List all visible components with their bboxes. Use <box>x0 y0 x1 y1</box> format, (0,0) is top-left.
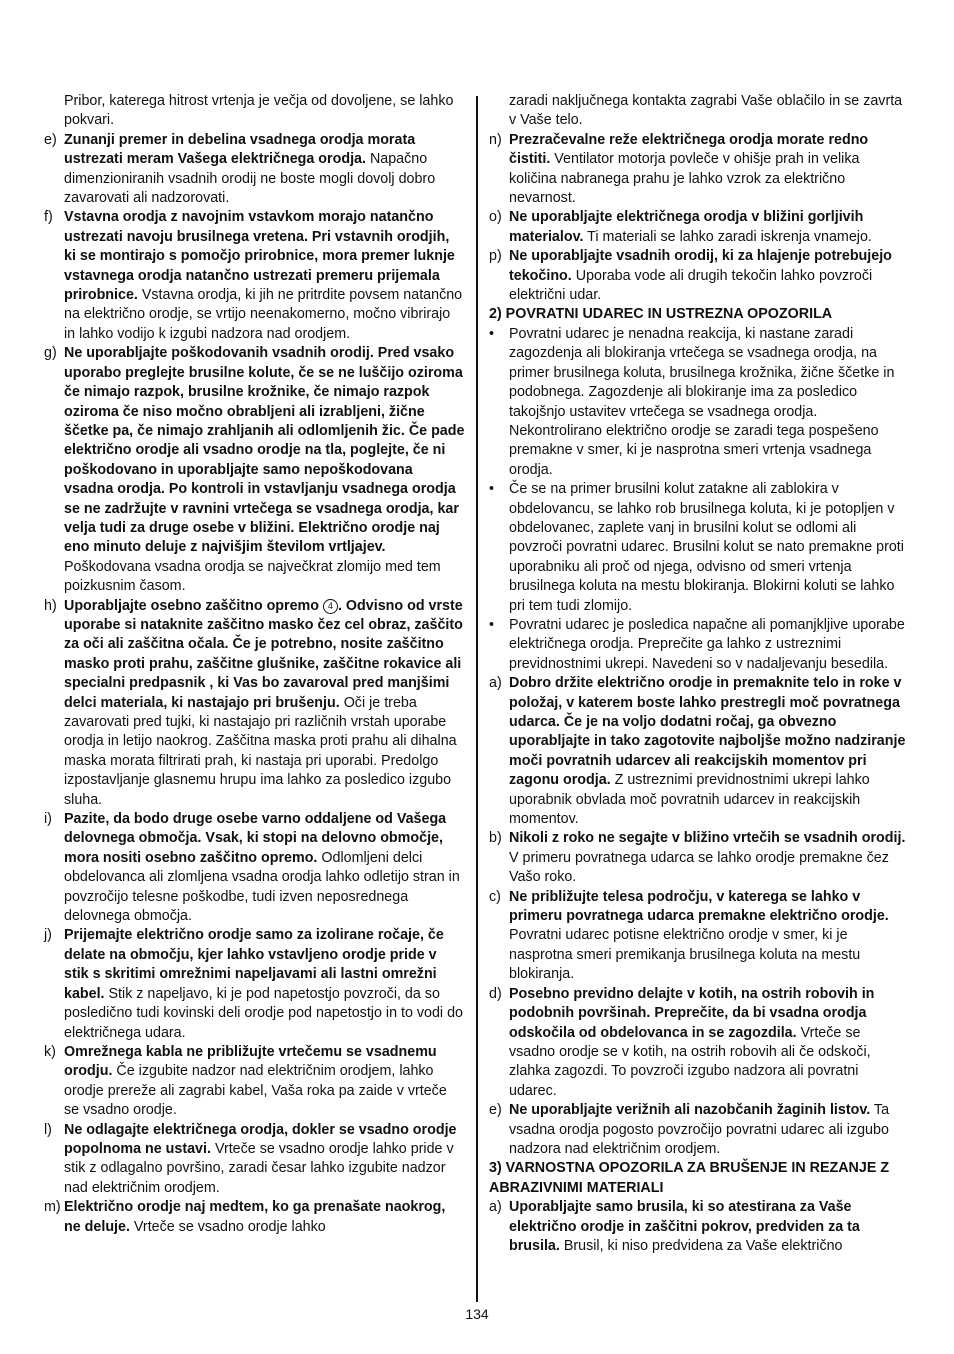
rule-l: l) Ne odlagajte električnega orodja, dokler se vsadno orodje popolnoma ne ustavi. Vrteče se vsadno orodje lahko pride v stik z odlagalno površino, zaradi česar lahko izgubite nadzor nad električnim orodjem. <box>44 1121 457 1196</box>
section-heading-kickback: 2) POVRATNI UDAREC IN USTREZNA OPOZORILA <box>489 306 833 323</box>
bullet-item: • Če se na primer brusilni kolut zatakne ali zablokira v obdelovancu, se lahko rob brusilnega koluta, ki je potopljen v obdelovanec, zaplete vanj in brusilni kolut se odlomi ali povzroči povratni udarec. Brusilni kolut se nato premakne proti uporabniku ali proč od njega, odvisno od smeri vrtenja brusilnega koluta na mestu blokiranja. Blokirni koluti se lahko pri tem tudi zlomijo. <box>489 481 904 614</box>
figure-reference-4: 4 <box>323 599 338 614</box>
rule-j: j) Prijemajte električno orodje samo za izolirane ročaje, če delate na območju, kjer lahko vstavljeno orodje pride v stik s skritimi omrežnimi napeljavami ali lastni omrežni kabel. Stik z napeljavo, ki je pod napetostjo povzroči, da so posledično tudi kovinski deli orodje pod napetostjo in to vodi do električnega udara. <box>44 927 463 1041</box>
rule-p: p) Ne uporabljajte vsadnih orodij, ki za hlajenje potrebujejo tekočino. Uporaba vode ali drugih tekočin lahko povzroči električni udar. <box>489 248 892 304</box>
rule-e: e) Ne uporabljajte verižnih ali nazobčanih žaginih listov. Ta vsadna orodja pogosto povzročijo povratni udarec ali izgubo nadzora nad električnim orodjem. <box>489 1102 890 1157</box>
continued-text: Pribor, katerega hitrost vrtenja je večja od dovoljene, se lahko pokvari. <box>64 93 454 129</box>
continued-text: zaradi naključnega kontakta zagrabi Vaše oblačilo in se zavrta v Vaše telo. <box>509 93 903 129</box>
bullet-item: • Povratni udarec je posledica napačne ali pomanjkljive uporabe električnega orodja. Preprečite ga lahko z ustreznimi previdnostnimi ukrepi. Navedeni so v nadaljevanju besedila. <box>489 616 905 672</box>
rule-m: m) Električno orodje naj medtem, ko ga prenašate naokrog, ne deluje. Vrteče se vsadno orodje lahko <box>44 1199 446 1235</box>
rule-i: i) Pazite, da bodo druge osebe varno oddaljene od Vašega delovnega območja. Vsak, ki stopi na delovno območje, mora nositi osebno zaščitno opremo. Odlomljeni delci obdelovanca ali zlomljena vsadna orodja lahko odletijo stran in povzročijo telesne poškodbe, tudi izven neposrednega delovnega območja. <box>44 811 460 925</box>
rule-e: e) Zunanji premer in debelina vsadnega orodja morata ustrezati meram Vašega električnega orodja. Napačno dimenzioniranih vsadnih orodij ne boste mogli dovolj dobro zavarovati ali nadzorovati. <box>44 131 436 207</box>
rule-a-abrasive: a) Uporabljajte samo brusila, ki so atestirana za Vaše električno orodje in zaščitni pokrov, predviden za ta brusila. Brusil, ki niso predvidena za Vaše električno <box>489 1199 860 1254</box>
rule-k: k) Omrežnega kabla ne približujte vrtečemu se vsadnemu orodju. Če izgubite nadzor nad električnim orodjem, lahko orodje prereže ali zagrabi kabel, Vaša roka pa zaide v vrteče se vsadno orodje. <box>44 1043 447 1119</box>
rule-g: g) Ne uporabljajte poškodovanih vsadnih orodij. Pred vsako uporabo preglejte brusilne kolute, če se ne luščijo oziroma če nimajo razpok, brusilne krožnike, če nimajo razpok oziroma če niso močno obrabljeni ali izrabljeni, žične ščetke pa, če nimajo zrahljanih ali odlomljenih žic. Če pade električno orodje ali vsadno orodje na tla, poglejte, če ni poškodovano in uporabljajte samo nepoškodovana vsadna orodja. Po kontroli in vstavljanju vsadnega orodja se ne zadržujte v ravnini vrtečega se vsadnega orodja, kar velja tudi za druge osebe v bližini. Električno orodje naj eno minuto deluje z najvišjim številom vrtljajev. Poškodovana vsadna orodja se največkrat zlomijo med tem poizkusnim časom. <box>44 345 465 595</box>
left-column <box>44 92 465 1237</box>
rule-o: o) Ne uporabljajte električnega orodja v bližini gorljivih materialov. Ti materiali se lahko zaradi iskrenja vnamejo. <box>489 209 872 245</box>
bullet-item: • Povratni udarec je nenadna reakcija, ki nastane zaradi zagozdenja ali blokiranja vrtečega se vsadnega orodja, na primer brusilnega koluta, brusilnega krožnika, žične ščetke in podobnega. Zagozdenje ali blokiranje ima za posledico takojšnjo ustavitev vrtečega se vsadnega orodja. Nekontrolirano električno orodje se zaradi tega pospešeno premakne v smer, ki je nasprotna smeri vrtenja vsadnega orodja. <box>489 325 895 478</box>
rule-c: c) Ne približujte telesa področju, v katerega se lahko v primeru povratnega udarca premakne električno orodje. Povratni udarec potisne električno orodje v smer, ki je nasprotna smeri premikanja brusilnega koluta na mestu blokiranja. <box>489 888 889 983</box>
right-column <box>489 92 910 1256</box>
page-number: 134 <box>465 1306 489 1322</box>
rule-d: d) Posebno previdno delajte v kotih, na ostrih robovih in podobnih površinah. Preprečite, da bi vsadna orodja odskočila od obdelovanca in se zagozdila. Vrteče se vsadno orodje se v kotih, na ostrih robovih ali če odskoči, zlahka zagozdi. To povzroči izgubo nadzora ali povratni udarec. <box>489 985 875 1099</box>
section-heading-abrasive: 3) VARNOSTNA OPOZORILA ZA BRUŠENJE IN REZANJE Z ABRAZIVNIMI MATERIALI <box>489 1160 890 1196</box>
rule-n: n) Prezračevalne reže električnega orodja morate redno čistiti. Ventilator motorja povleče v ohišje prah in velika količina nabranega prahu je lahko vzrok za električno nevarnost. <box>489 131 869 207</box>
column-divider <box>476 96 478 1302</box>
rule-h: h) Uporabljajte osebno zaščitno opremo 4 . Odvisno od vrste uporabe si nataknite zaščitno masko čez cel obraz, zaščito za oči ali zaščitna očala. Če je potrebno, nosite zaščitno masko proti prahu, zaščitne glušnike, zaščitne rokavice ali specialni predpasnik , ki Vas bo zavaroval pred manjšimi delci materiala, ki nastajajo pri brušenju. Oči je treba zavarovati pred tujki, ki nastajajo pri različnih vrstah uporabe orodja in letijo naokrog. Zaščitna maska proti prahu ali dihalna maska morata filtrirati prah, ki nastaja pri uporabi. Predolgo izpostavljanje glasnemu hrupu ima lahko za posledico izgubo sluha. <box>44 597 463 808</box>
rule-a: a) Dobro držite električno orodje in premaknite telo in roke v položaj, v katerem boste lahko prestregli moč povratnega udarca. Če je na voljo dodatni ročaj, ga obvezno uporabljajte in tako zagotovite najboljše možno nadziranje moči povratnih udarcev ali reakcijskih momentov pri zagonu orodja. Z ustreznimi previdnostnimi ukrepi lahko uporabnik obvlada moč povratnih udarcev in reakcijskih momentov. <box>489 675 906 828</box>
rule-b: b) Nikoli z roko ne segajte v bližino vrtečih se vsadnih orodij. V primeru povratnega udarca se lahko orodje premakne čez Vašo roko. <box>489 830 906 886</box>
rule-f: f) Vstavna orodja z navojnim vstavkom morajo natančno ustrezati navoju brusilnega vretena. Pri vstavnih orodjih, ki se montirajo s pomočjo prirobnice, mora premer luknje vstavnega orodja natančno ustrezati premeru prijemala prirobnice. Vstavna orodja, ki jih ne pritrdite povsem natančno na električno orodje, se vrtijo neenakomerno, močno vibrirajo in lahko vodijo k izgubi nadzora nad orodjem. <box>44 209 463 342</box>
